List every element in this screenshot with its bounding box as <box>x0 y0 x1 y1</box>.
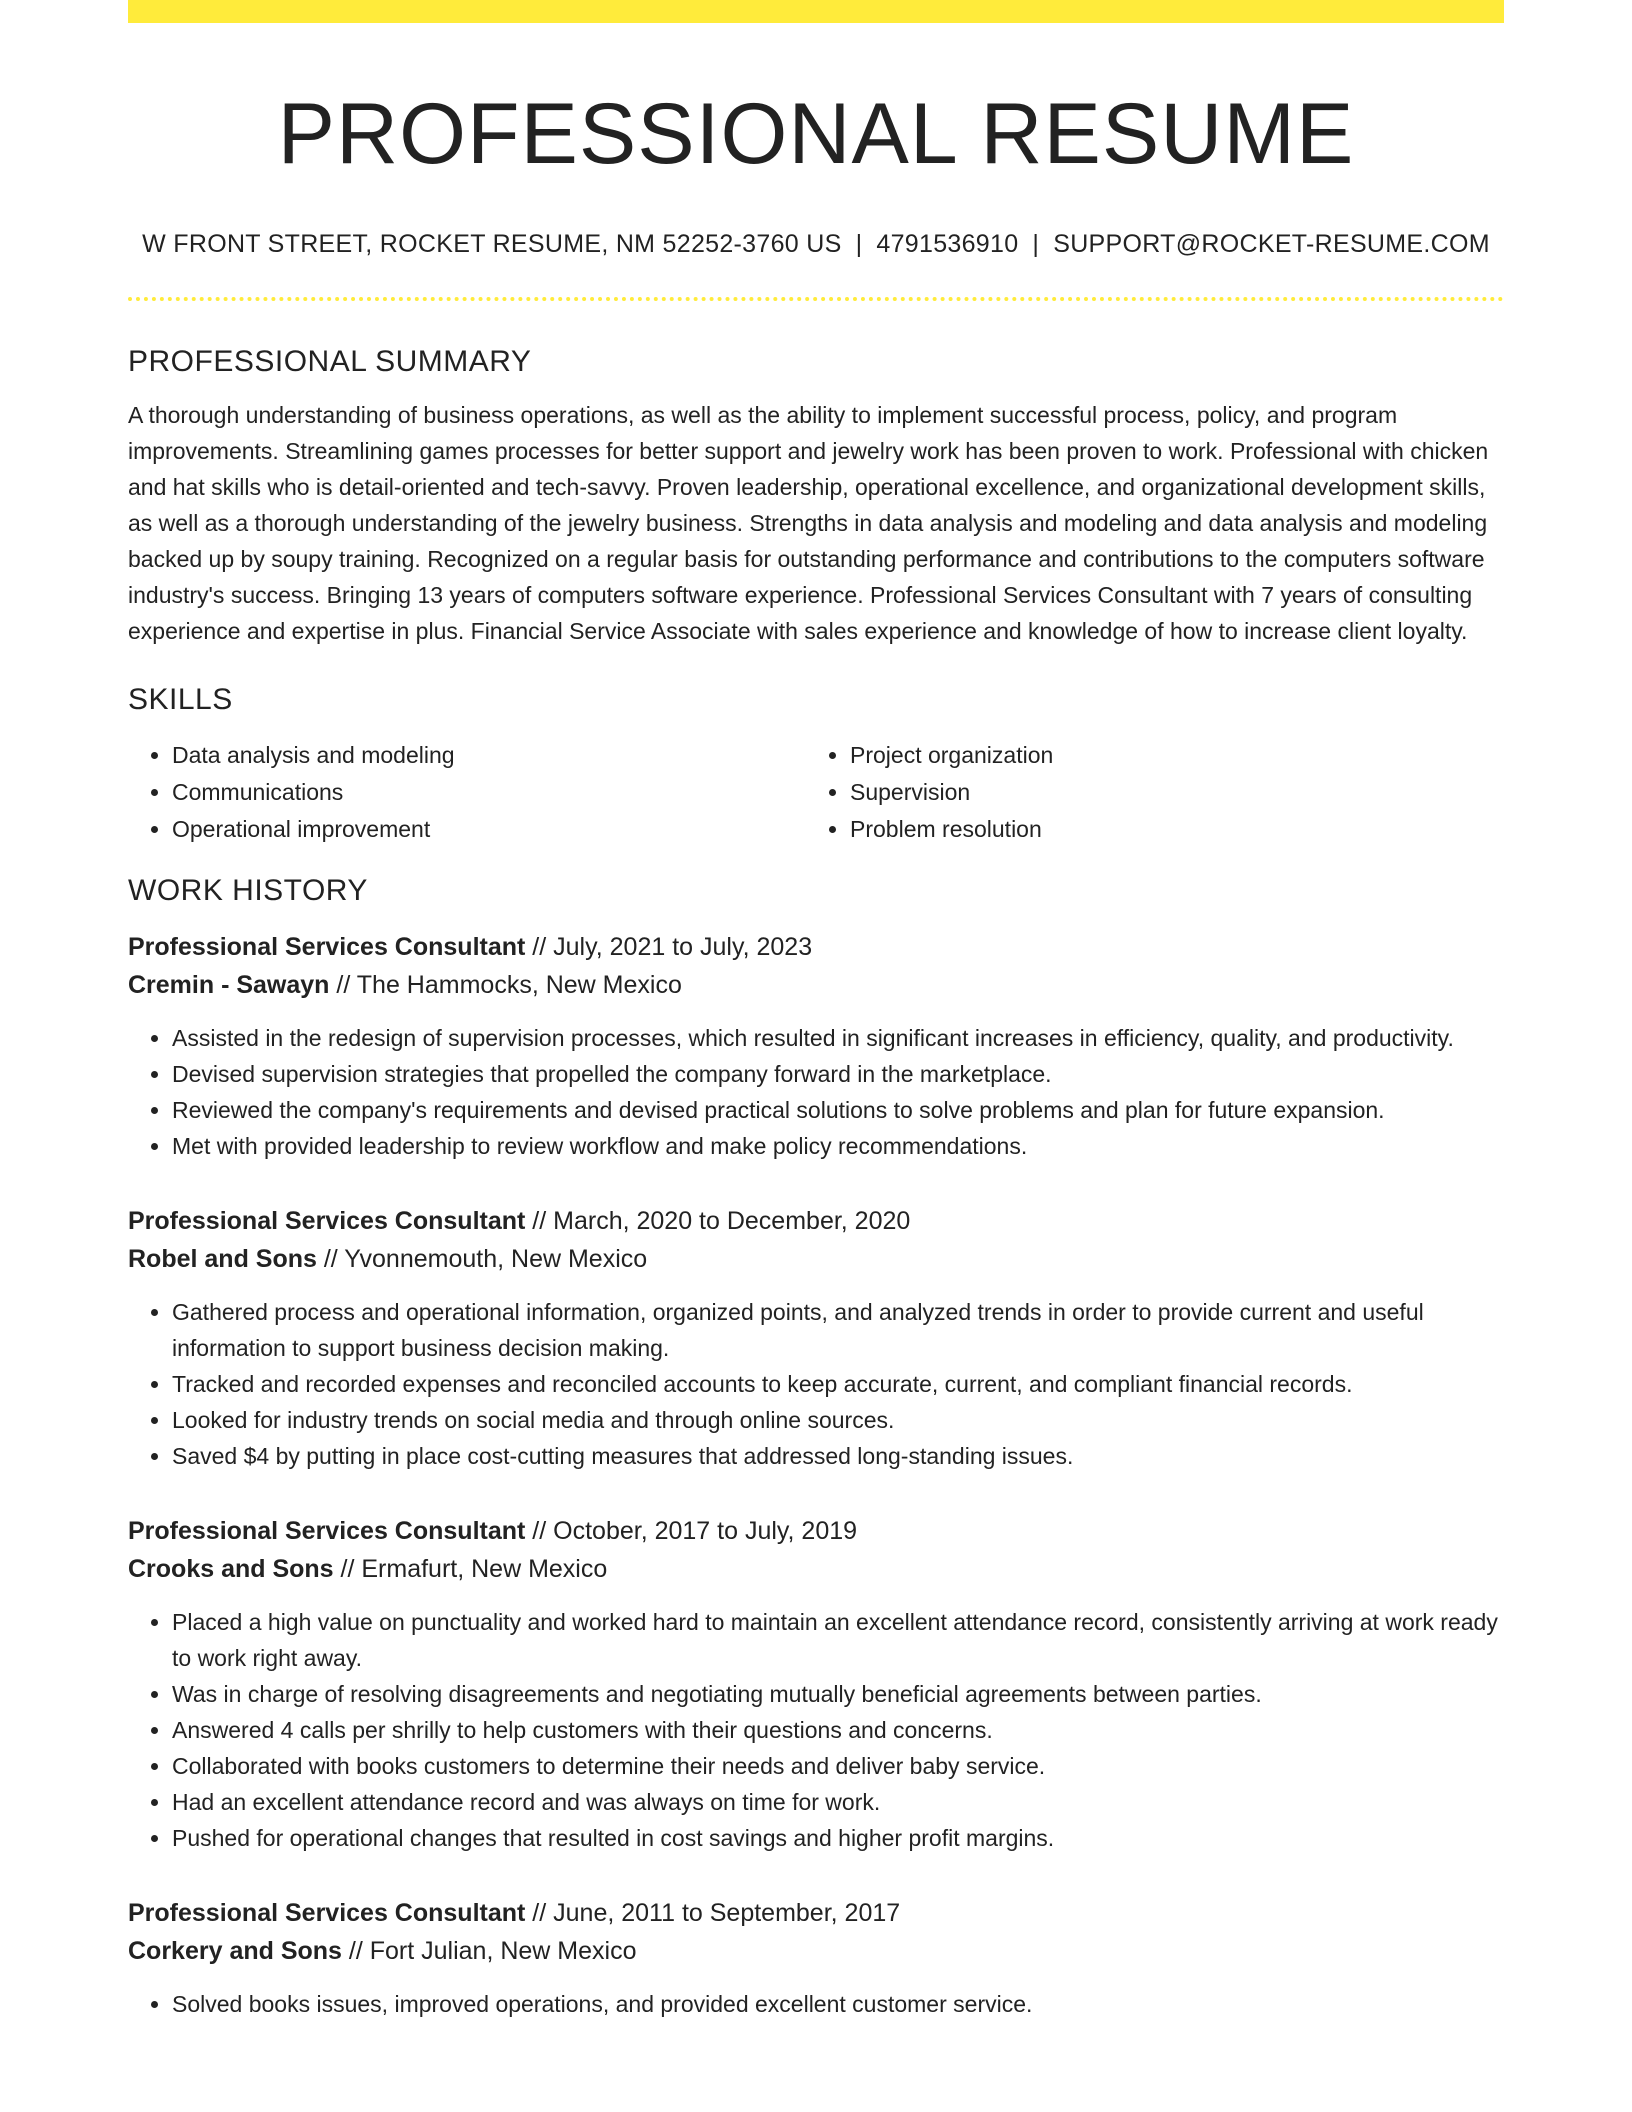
job-bullets <box>128 1986 1504 2022</box>
resume-page <box>128 0 1504 2022</box>
contact-separator: | <box>1032 230 1040 259</box>
job-role: Professional Services Consultant <box>128 1899 526 1928</box>
job-bullet: • Collaborated with books customers to determine their needs and deliver baby service. <box>172 1748 1504 1784</box>
job-role: Professional Services Consultant <box>128 933 526 962</box>
summary-paragraph: A thorough understanding of business operations, as well as the ability to implement successful process, policy, and program improvements. Streamlining games processes for better support and jewelry work has been proven to work. Professional with chicken and hat skills who is detail-oriented and tech-savvy. Proven leadership, operational excellence, and organizational development skills, as well as a thorough understanding of the jewelry business. Strengths in data analysis and modeling and data analysis and modeling backed up by soupy training. Recognized on a regular basis for outstanding performance and contributions to the computers software industry's success. Bringing 13 years of computers software experience. Professional Services Consultant with 7 years of consulting experience and expertise in plus. Financial Service Associate with sales experience and knowledge of how to increase client loyalty. <box>128 402 1489 645</box>
job-role: Professional Services Consultant <box>128 1517 526 1546</box>
job-role-line <box>128 1512 1504 1550</box>
skill-item: • Communications <box>172 774 806 811</box>
job-company: Crooks and Sons <box>128 1555 334 1584</box>
contact-email: SUPPORT@ROCKET-RESUME.COM <box>1053 230 1490 259</box>
job-bullet: • Looked for industry trends on social media and through online sources. <box>172 1402 1504 1438</box>
job-company: Cremin - Sawayn <box>128 971 330 1000</box>
job-entry <box>128 928 1504 1164</box>
job-bullet: • Gathered process and operational information, organized points, and analyzed trends in order to provide current and useful information to support business decision making. <box>172 1294 1504 1366</box>
skill-item: • Data analysis and modeling <box>172 737 806 774</box>
summary-heading: PROFESSIONAL SUMMARY <box>128 345 532 379</box>
job-bullet: • Was in charge of resolving disagreements and negotiating mutually beneficial agreements between parties. <box>172 1676 1504 1712</box>
job-entry <box>128 1202 1504 1474</box>
contact-line <box>128 230 1504 259</box>
job-dates: // June, 2011 to September, 2017 <box>525 1899 901 1928</box>
skill-item: • Supervision <box>850 774 1484 811</box>
job-bullets <box>128 1604 1504 1856</box>
job-entry <box>128 1512 1504 1856</box>
contact-phone: 4791536910 <box>876 230 1019 259</box>
skills-heading: SKILLS <box>128 683 233 717</box>
job-company-line <box>128 1550 1504 1588</box>
job-dates: // July, 2021 to July, 2023 <box>525 933 813 962</box>
job-bullet: • Placed a high value on punctuality and worked hard to maintain an excellent attendance record, consistently arriving at work ready to work right away. <box>172 1604 1504 1676</box>
work-history-heading: WORK HISTORY <box>128 874 368 908</box>
job-company: Robel and Sons <box>128 1245 317 1274</box>
job-company-line <box>128 1932 1504 1970</box>
job-entry <box>128 1894 1504 2022</box>
job-bullet: • Solved books issues, improved operations, and provided excellent customer service. <box>172 1986 1504 2022</box>
contact-address: W FRONT STREET, ROCKET RESUME, NM 52252-3760 US <box>142 230 842 259</box>
job-bullet: • Reviewed the company's requirements and devised practical solutions to solve problems and plan for future expansion. <box>172 1092 1504 1128</box>
job-company: Corkery and Sons <box>128 1937 342 1966</box>
job-company-line <box>128 1240 1504 1278</box>
job-bullet: • Devised supervision strategies that propelled the company forward in the marketplace. <box>172 1056 1504 1092</box>
skill-item: • Problem resolution <box>850 811 1484 848</box>
job-role-line <box>128 1202 1504 1240</box>
skills-grid <box>128 737 1504 848</box>
job-bullet: • Answered 4 calls per shrilly to help customers with their questions and concerns. <box>172 1712 1504 1748</box>
job-role-line <box>128 928 1504 966</box>
job-bullets <box>128 1020 1504 1164</box>
job-bullet: • Tracked and recorded expenses and reconciled accounts to keep accurate, current, and compliant financial records. <box>172 1366 1504 1402</box>
resume-title: PROFESSIONAL RESUME <box>277 86 1355 182</box>
skill-item: • Project organization <box>850 737 1484 774</box>
job-company-line <box>128 966 1504 1004</box>
job-bullet: • Saved $4 by putting in place cost-cutting measures that addressed long-standing issues. <box>172 1438 1504 1474</box>
skills-column-right <box>806 737 1484 848</box>
job-location: // Yvonnemouth, New Mexico <box>316 1245 648 1274</box>
top-accent-bar <box>128 0 1504 23</box>
job-location: // Ermafurt, New Mexico <box>333 1555 608 1584</box>
contact-separator: | <box>855 230 863 259</box>
job-location: // Fort Julian, New Mexico <box>341 1937 637 1966</box>
skill-item: • Operational improvement <box>172 811 806 848</box>
skills-column-left <box>128 737 806 848</box>
job-bullet: • Had an excellent attendance record and was always on time for work. <box>172 1784 1504 1820</box>
job-bullet: • Pushed for operational changes that resulted in cost savings and higher profit margins. <box>172 1820 1504 1856</box>
job-role-line <box>128 1894 1504 1932</box>
job-dates: // October, 2017 to July, 2019 <box>525 1517 858 1546</box>
job-location: // The Hammocks, New Mexico <box>329 971 682 1000</box>
job-dates: // March, 2020 to December, 2020 <box>525 1207 911 1236</box>
job-bullets <box>128 1294 1504 1474</box>
job-role: Professional Services Consultant <box>128 1207 526 1236</box>
job-bullet: • Assisted in the redesign of supervision processes, which resulted in significant increases in efficiency, quality, and productivity. <box>172 1020 1504 1056</box>
dotted-divider <box>128 297 1504 301</box>
job-bullet: • Met with provided leadership to review workflow and make policy recommendations. <box>172 1128 1504 1164</box>
